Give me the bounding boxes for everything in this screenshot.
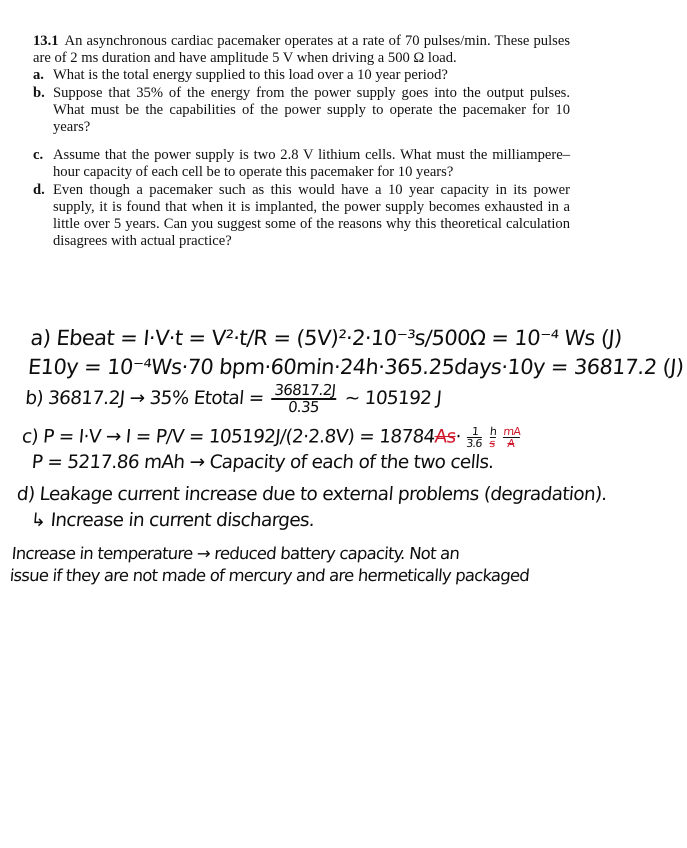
fraction-denominator: 0.35 xyxy=(287,398,320,416)
solution-line-d: d) Leakage current increase due to external problems (degradation). xyxy=(15,484,608,505)
conversion-fraction-3 xyxy=(502,426,521,449)
problem-intro xyxy=(33,33,570,67)
solution-line-c xyxy=(21,426,522,449)
part-d xyxy=(33,182,570,251)
solution-line-c-result: P = 5217.86 mAh → Capacity of each of the two cells. xyxy=(30,452,495,473)
frac2-den: s xyxy=(488,437,496,450)
solution-line-a-total: E10y = 10⁻⁴Ws·70 bpm·60min·24h·365.25days·10y = 36817.2 (J) xyxy=(27,355,685,379)
part-text: What is the total energy supplied to this load over a 10 year period? xyxy=(53,67,448,84)
frac3-den: A xyxy=(506,437,515,450)
frac3-num: mA xyxy=(502,425,521,438)
fraction-numerator: 36817.2J xyxy=(272,383,338,400)
problem-number: 13.1 xyxy=(33,33,59,49)
intro-text: An asynchronous cardiac pacemaker operates at a rate of 70 pulses/min. These pulses are of 2 ms duration and have amplitude 5 V when driving a 500 Ω load. xyxy=(33,33,570,67)
struck-unit: As xyxy=(433,426,457,448)
line-b-result: ~ 105192 J xyxy=(343,388,443,409)
solution-line-b xyxy=(24,383,443,415)
conversion-fraction-2 xyxy=(488,426,496,449)
problem-text xyxy=(33,33,570,250)
part-text: Suppose that 35% of the energy from the power supply goes into the output pulses. What must be the capabilities of the power supply to operate the pacemaker for 10 years? xyxy=(53,84,570,136)
solution-line-a: a) Ebeat = I·V·t = V²·t/R = (5V)²·2·10⁻³s/500Ω = 10⁻⁴ Ws (J) xyxy=(29,326,623,350)
frac2-num: h xyxy=(489,425,497,438)
problem-parts xyxy=(33,67,570,250)
solution-line-d-mercury: issue if they are not made of mercury and are hermetically packaged xyxy=(8,566,530,585)
solution-line-d-sub: ↳ Increase in current discharges. xyxy=(29,510,316,531)
line-b-start: b) 36817.2J → 35% Etotal = xyxy=(24,388,265,409)
frac1-num: 1 xyxy=(467,426,483,438)
line-c-start: c) P = I·V → I = P/V = 105192J/(2·2.8V) = 18784 xyxy=(21,426,436,448)
part-b xyxy=(33,85,570,137)
part-label: b. xyxy=(33,84,45,101)
part-text: Assume that the power supply is two 2.8 V lithium cells. What must the milliampere–hour capacity of each cell be to operate this pacemaker for 10 years? xyxy=(53,147,570,181)
energy-fraction xyxy=(270,383,338,415)
part-a xyxy=(33,67,570,84)
part-label: d. xyxy=(33,181,45,198)
part-c xyxy=(33,147,570,181)
conversion-fraction-1 xyxy=(466,426,483,449)
solution-line-d-temp: Increase in temperature → reduced battery capacity. Not an xyxy=(10,544,460,563)
line-c-dot: · xyxy=(454,426,462,448)
frac1-den: 3.6 xyxy=(465,437,483,450)
part-label: c. xyxy=(33,147,44,164)
part-label: a. xyxy=(33,67,44,84)
part-text: Even though a pacemaker such as this would have a 10 year capacity in its power supply, it is found that when it is implanted, the power supply becomes exhausted in a little over 5 years. Can you suggest some of the reasons why this theoretical calculation disagrees with actual practice? xyxy=(53,181,570,250)
